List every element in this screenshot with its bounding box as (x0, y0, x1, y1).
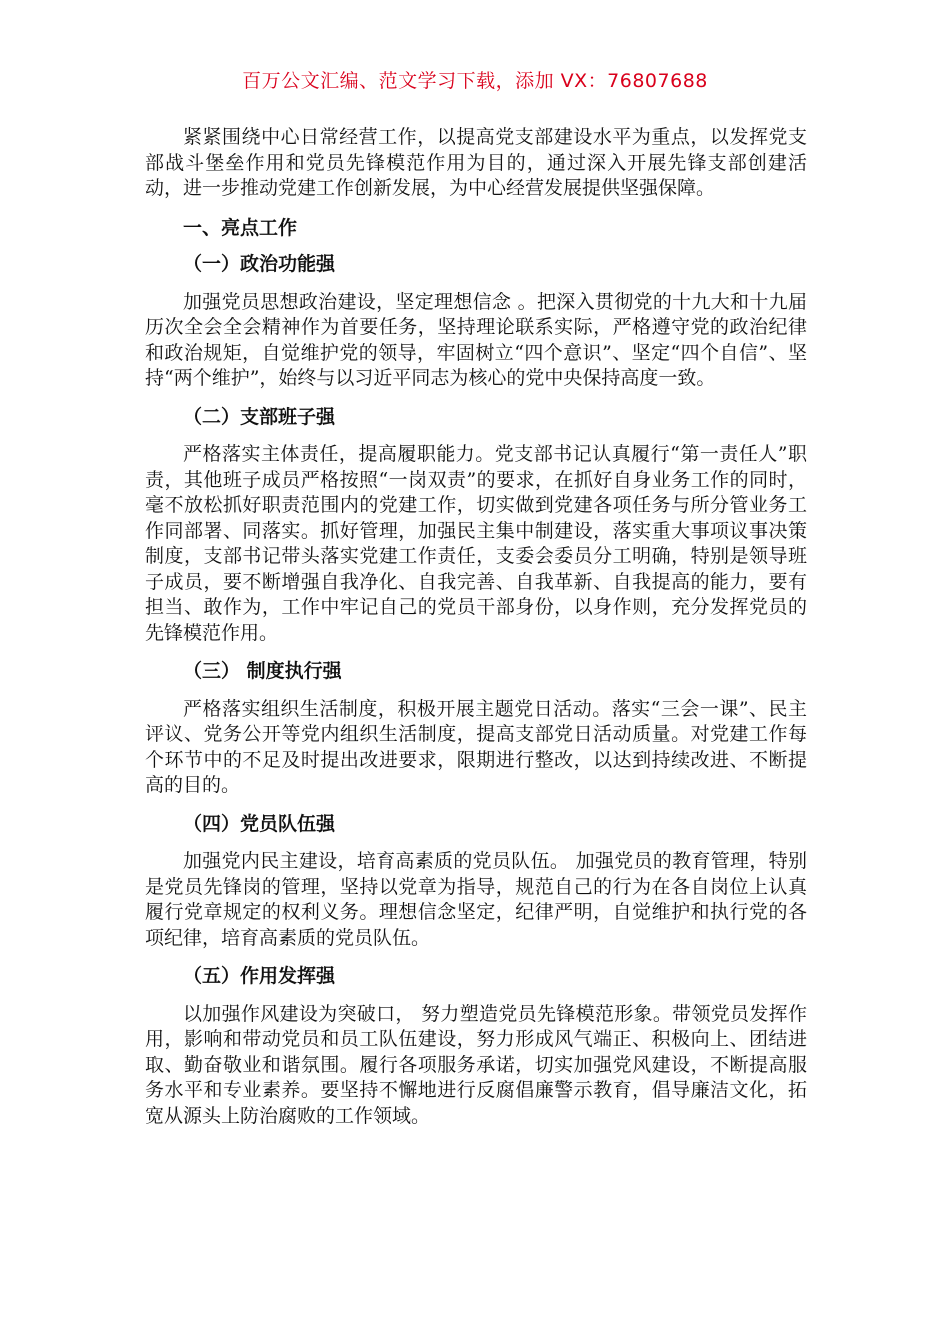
document-body (145, 125, 807, 1129)
subsection-paragraph: 严格落实主体责任，提高履职能力。党支部书记认真履行“第一责任人”职责，其他班子成员严格按照“一岗双责”的要求，在抓好自身业务工作的同时，毫不放松抓好职责范围内的党建工作，切实做到党建各项任务与所分管业务工作同部署、同落实。抓好管理，加强民主集中制建设，落实重大事项议事决策制度，支部书记带头落实党建工作责任，支委会委员分工明确，特别是领导班子成员，要不断增强自我净化、自我完善、自我革新、自我提高的能力，要有担当、敢作为，工作中牢记自己的党员干部身份，以身作则，充分发挥党员的先锋模范作用。 (145, 443, 807, 644)
subsection-heading: （二）支部班子强 (183, 405, 336, 428)
section-heading: 一、亮点工作 (183, 216, 298, 239)
subsection-heading: （五）作用发挥强 (183, 965, 336, 987)
subsection-heading: （四）党员队伍强 (183, 812, 336, 835)
subsection-paragraph: 严格落实组织生活制度，积极开展主题党日活动。落实“三会一课”、民主评议、党务公开等党内组织生活制度，提高支部党日活动质量。对党建工作每个环节中的不足及时提出改进要求，限期进行整改，以达到持续改进、不断提高的目的。 (145, 697, 807, 796)
intro-paragraph: 紧紧围绕中心日常经营工作，以提高党支部建设水平为重点，以发挥党支部战斗堡垒作用和党员先锋模范作用为目的，通过深入开展先锋支部创建活动，进一步推动党建工作创新发展，为中心经营发展提供坚强保障。 (145, 126, 807, 199)
subsection-paragraph: 加强党内民主建设，培育高素质的党员队伍。 加强党员的教育管理，特别是党员先锋岗的管理，坚持以党章为指导，规范自己的行为在各自岗位上认真履行党章规定的权利义务。理想信念坚定，纪律严明，自觉维护和执行党的各项纪律，培育高素质的党员队伍。 (145, 850, 807, 949)
subsection-paragraph: 加强党员思想政治建设，坚定理想信念 。把深入贯彻党的十九大和十九届历次全会全会精神作为首要任务，坚持理论联系实际，严格遵守党的政治纪律和政治规矩，自觉维护党的领导，牢固树立“四个意识”、坚定“四个自信”、坚持“两个维护”，始终与以习近平同志为核心的党中央保持高度一致。 (145, 290, 807, 389)
subsection-heading: （三） 制度执行强 (183, 660, 342, 682)
promo-banner: 百万公文汇编、范文学习下载，添加 VX：76807688 (242, 70, 708, 92)
subsection-paragraph: 以加强作风建设为突破口， 努力塑造党员先锋模范形象。带领党员发挥作用，影响和带动党员和员工队伍建设，努力形成风气端正、积极向上、团结进取、勤奋敬业和谐氛围。履行各项服务承诺，切实加强党风建设，不断提高服务水平和专业素养。要坚持不懈地进行反腐倡廉警示教育，倡导廉洁文化，拓宽从源头上防治腐败的工作领域。 (145, 1002, 807, 1127)
subsection-heading: （一）政治功能强 (183, 253, 336, 275)
